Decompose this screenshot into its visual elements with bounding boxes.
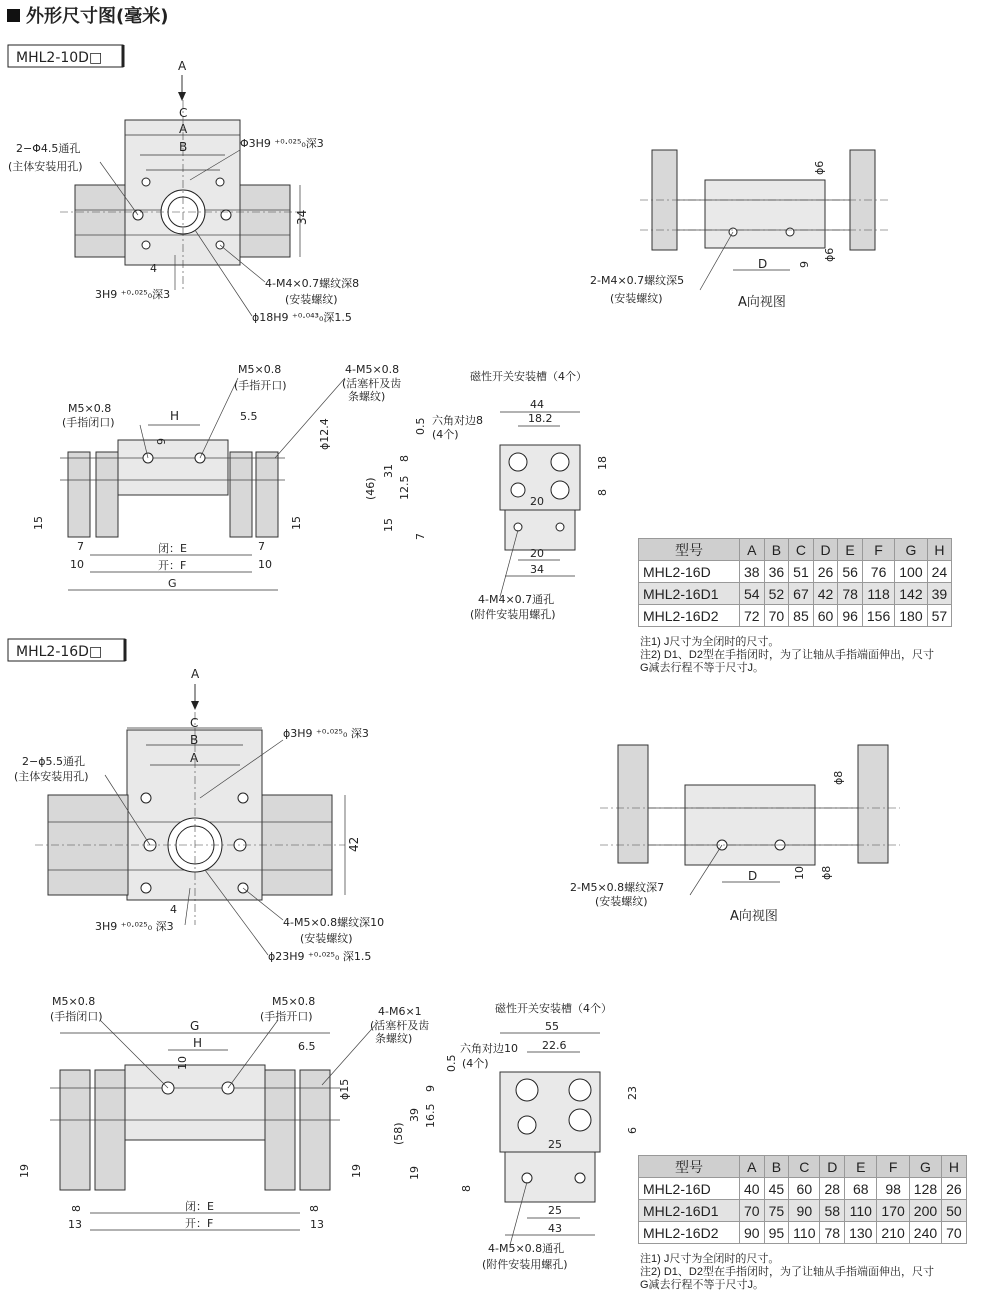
dim-label: 10 (70, 558, 84, 571)
table-cell: 51 (789, 561, 814, 583)
table-cell: MHL2-16D2 (639, 1222, 740, 1244)
table-cell: 42 (813, 583, 838, 605)
table-cell: 57 (927, 605, 952, 627)
dim-label: 22.6 (542, 1039, 567, 1052)
dim-label: 10 (793, 866, 806, 880)
table-cell: 130 (845, 1222, 877, 1244)
callout-label: 4-M5×0.8通孔 (488, 1242, 565, 1255)
callout-label: 2−ϕ5.5通孔 (22, 755, 85, 768)
callout-label: ϕ23H9 ⁺⁰·⁰²⁵₀ 深1.5 (268, 950, 372, 963)
table-cell: 60 (813, 605, 838, 627)
dim-label: ϕ8 (832, 770, 845, 785)
dim-label: 4 (170, 903, 177, 916)
table-cell: 60 (789, 1178, 820, 1200)
table-row (639, 561, 952, 583)
dimension-table-2 (638, 1155, 967, 1244)
dim-label: 9 (155, 438, 168, 445)
note-line: 注2) D1、D2型在手指闭时，为了让轴从手指端面伸出，尺寸 (640, 649, 934, 661)
dim-label: 42 (347, 836, 361, 852)
table-notes (640, 636, 934, 675)
table-cell: 28 (820, 1178, 845, 1200)
table-cell: 26 (942, 1178, 967, 1200)
table-row (639, 1178, 967, 1200)
dim-label: C (190, 716, 199, 730)
model-tag: MHL2-10D□ (16, 50, 103, 66)
callout-label: M5×0.8 (68, 402, 112, 415)
dim-label: 44 (530, 398, 544, 411)
dim-label: 6 (626, 1127, 639, 1134)
table-cell: 70 (740, 1200, 765, 1222)
table-cell: 26 (813, 561, 838, 583)
callout-label: (主体安装用孔) (8, 160, 83, 173)
dim-label: 19 (350, 1164, 363, 1178)
table-row (639, 1200, 967, 1222)
view-caption: A向视图 (738, 295, 786, 310)
view-arrow-label: A (178, 59, 187, 73)
callout-label: (附件安装用螺孔) (470, 608, 556, 621)
table-header: E (845, 1156, 877, 1178)
callout-label: 4-M6×1 (378, 1005, 422, 1018)
callout-label: (活塞杆及齿 (370, 1019, 430, 1032)
view-caption: A向视图 (730, 909, 778, 924)
dim-label: 39 (408, 1108, 421, 1122)
section-mhl2-10d (8, 45, 890, 621)
dim-label: 8 (460, 1185, 473, 1192)
callout-label: 4-M4×0.7螺纹深8 (265, 277, 360, 290)
table-cell: 78 (820, 1222, 845, 1244)
side-view-a (590, 150, 890, 310)
table-header: H (942, 1156, 967, 1178)
callout-label: (手指开口) (260, 1010, 313, 1023)
table-cell: 200 (909, 1200, 941, 1222)
dim-label: 8 (70, 1205, 83, 1212)
table-header: G (909, 1156, 941, 1178)
dim-label: 34 (295, 209, 309, 225)
table-cell: MHL2-16D2 (639, 605, 740, 627)
callout-label: (安装螺纹) (285, 293, 338, 306)
dim-label: 16.5 (424, 1103, 437, 1128)
dim-label: 31 (382, 464, 395, 478)
dim-label: 13 (310, 1218, 324, 1231)
dim-label: ϕ6 (813, 160, 826, 175)
table-cell: 128 (909, 1178, 941, 1200)
note-line: 注2) D1、D2型在手指闭时，为了让轴从手指端面伸出，尺寸 (640, 1266, 934, 1278)
callout-label: M5×0.8 (238, 363, 282, 376)
table-cell: MHL2-16D (639, 1178, 740, 1200)
page-title: 外形尺寸图(毫米) (26, 6, 169, 27)
callout-label: 六角对边8 (432, 414, 483, 427)
table-cell: 39 (927, 583, 952, 605)
callout-label: 2-M4×0.7螺纹深5 (590, 274, 685, 287)
callout-label: 2−Φ4.5通孔 (16, 142, 81, 155)
table-cell: 70 (764, 605, 789, 627)
table-header-row (639, 539, 952, 561)
dim-label: B (190, 733, 199, 747)
table-header: B (764, 1156, 789, 1178)
table-cell: 210 (877, 1222, 909, 1244)
callout-label: (手指闭口) (62, 416, 115, 429)
dim-label: 8 (398, 455, 411, 462)
dim-label: 开：F (185, 1217, 214, 1230)
table-cell: 78 (838, 583, 863, 605)
callout-label: (4个) (432, 428, 459, 441)
table-cell: 118 (862, 583, 894, 605)
dim-label: 开：F (158, 559, 187, 572)
dim-label: 20 (530, 547, 544, 560)
dim-label: 43 (548, 1222, 562, 1235)
dim-label: 闭：E (158, 542, 187, 555)
title-bullet-icon (7, 9, 20, 22)
table-cell: MHL2-16D1 (639, 1200, 740, 1222)
dim-label: 4 (150, 262, 157, 275)
table-cell: 45 (764, 1178, 789, 1200)
dim-label: 9 (798, 261, 811, 268)
dim-label: 0.5 (445, 1054, 458, 1072)
table-header: A (740, 1156, 765, 1178)
table-cell: 90 (789, 1200, 820, 1222)
table-header: B (764, 539, 789, 561)
dim-label: H (170, 409, 180, 423)
dim-label: C (179, 106, 188, 120)
callout-label: (4个) (462, 1057, 489, 1070)
dim-label: 15 (382, 518, 395, 532)
table-cell: 68 (845, 1178, 877, 1200)
table-cell: 170 (877, 1200, 909, 1222)
callout-label: (附件安装用螺孔) (482, 1258, 568, 1271)
callout-label: ϕ3H9 ⁺⁰·⁰²⁵₀ 深3 (283, 727, 369, 740)
dim-label: 15 (290, 516, 303, 530)
dim-label: 18 (596, 456, 609, 470)
table-cell: 70 (942, 1222, 967, 1244)
side-view-a (570, 745, 900, 924)
table-cell: 40 (740, 1178, 765, 1200)
dim-label: 7 (414, 533, 427, 540)
dim-label: 13 (68, 1218, 82, 1231)
table-cell: 98 (877, 1178, 909, 1200)
dim-label: 0.5 (414, 417, 427, 435)
dim-label: 19 (18, 1164, 31, 1178)
dim-label: D (758, 257, 768, 271)
callout-label: 磁性开关安装槽（4个） (495, 1002, 612, 1015)
table-header: 型号 (639, 539, 740, 561)
table-cell: 156 (862, 605, 894, 627)
callout-label: (手指闭口) (50, 1010, 103, 1023)
dim-label: 8 (308, 1205, 321, 1212)
dim-label: H (193, 1036, 203, 1050)
callout-label: 3H9 ⁺⁰·⁰²⁵₀深3 (95, 288, 171, 301)
dim-label: 6.5 (298, 1040, 316, 1053)
table-cell: 100 (895, 561, 927, 583)
table-cell: 24 (927, 561, 952, 583)
note-line: 注1) J尺寸为全闭时的尺寸。 (640, 1253, 780, 1265)
callout-label: 4-M4×0.7通孔 (478, 593, 555, 606)
table-cell: MHL2-16D1 (639, 583, 740, 605)
dim-label: (46) (364, 477, 377, 500)
dim-label: 7 (77, 540, 84, 553)
table-header: E (838, 539, 863, 561)
callout-label: (安装螺纹) (610, 292, 663, 305)
dim-label: 7 (258, 540, 265, 553)
table-cell: 58 (820, 1200, 845, 1222)
callout-label: M5×0.8 (272, 995, 316, 1008)
table-header: C (789, 539, 814, 561)
callout-label: 条螺纹) (348, 390, 386, 403)
dim-label: ϕ15 (338, 1078, 351, 1100)
table-cell: 90 (740, 1222, 765, 1244)
dim-label: 闭：E (185, 1200, 214, 1213)
dim-label: 10 (258, 558, 272, 571)
view-arrow-label: A (191, 667, 200, 681)
callout-label: 4-M5×0.8螺纹深10 (283, 916, 385, 929)
table-header: F (877, 1156, 909, 1178)
note-line: 注1) J尺寸为全闭时的尺寸。 (640, 636, 780, 648)
dim-label: 19 (408, 1166, 421, 1180)
table-cell: 142 (895, 583, 927, 605)
callout-label: (主体安装用孔) (14, 770, 89, 783)
table-header: C (789, 1156, 820, 1178)
table-row (639, 1222, 967, 1244)
dim-label: 18.2 (528, 412, 553, 425)
callout-label: 2-M5×0.8螺纹深7 (570, 881, 665, 894)
dim-label: 15 (32, 516, 45, 530)
table-cell: 180 (895, 605, 927, 627)
table-row (639, 583, 952, 605)
callout-label: 条螺纹) (375, 1032, 413, 1045)
table-cell: 85 (789, 605, 814, 627)
dim-label: 10 (176, 1056, 189, 1070)
callout-label: M5×0.8 (52, 995, 96, 1008)
callout-label: ϕ18H9 ⁺⁰·⁰⁴³₀深1.5 (252, 311, 352, 324)
top-view (8, 59, 359, 324)
table-cell: 38 (740, 561, 765, 583)
table-cell: 110 (789, 1222, 820, 1244)
callout-label: Φ3H9 ⁺⁰·⁰²⁵₀深3 (240, 137, 324, 150)
table-cell: 110 (845, 1200, 877, 1222)
dim-label: 12.5 (398, 475, 411, 500)
table-cell: 72 (740, 605, 765, 627)
callout-label: (安装螺纹) (300, 932, 353, 945)
table-header: D (820, 1156, 845, 1178)
dim-label: 20 (530, 495, 544, 508)
dim-label: G (190, 1019, 200, 1033)
table-cell: 95 (764, 1222, 789, 1244)
table-row (639, 605, 952, 627)
dimension-table-1 (638, 538, 952, 627)
top-view (14, 667, 384, 963)
dim-label: 34 (530, 563, 544, 576)
dim-label: D (748, 869, 758, 883)
dim-label: 23 (626, 1086, 639, 1100)
end-view (392, 1001, 639, 1271)
note-line: G减去行程不等于尺寸J。 (640, 1279, 765, 1291)
table-cell: 67 (789, 583, 814, 605)
table-header: A (740, 539, 765, 561)
table-cell: 56 (838, 561, 863, 583)
table-cell: 50 (942, 1200, 967, 1222)
table-header: 型号 (639, 1156, 740, 1178)
callout-label: (活塞杆及齿 (342, 377, 402, 390)
table-cell: 96 (838, 605, 863, 627)
end-view (364, 369, 609, 621)
table-cell: 76 (862, 561, 894, 583)
table-cell: 52 (764, 583, 789, 605)
dim-label: 55 (545, 1020, 559, 1033)
table-header: F (862, 539, 894, 561)
callout-label: 六角对边10 (460, 1042, 518, 1055)
dim-label: ϕ12.4 (318, 418, 331, 450)
callout-label: 3H9 ⁺⁰·⁰²⁵₀ 深3 (95, 920, 174, 933)
callout-label: 4-M5×0.8 (345, 363, 400, 376)
table-cell: 54 (740, 583, 765, 605)
dim-label: ϕ8 (820, 865, 833, 880)
dim-label: (58) (392, 1122, 405, 1145)
dim-label: 25 (548, 1138, 562, 1151)
table-cell: MHL2-16D (639, 561, 740, 583)
dim-label: 9 (424, 1085, 437, 1092)
table-cell: 240 (909, 1222, 941, 1244)
model-tag: MHL2-16D□ (16, 644, 103, 660)
dim-label: 8 (596, 489, 609, 496)
table-cell: 36 (764, 561, 789, 583)
dim-label: 5.5 (240, 410, 258, 423)
callout-label: (手指开口) (234, 379, 287, 392)
table-header-row (639, 1156, 967, 1178)
dim-label: B (179, 140, 188, 154)
dim-label: A (190, 751, 199, 765)
callout-label: 磁性开关安装槽（4个） (470, 370, 587, 383)
dim-label: ϕ6 (823, 247, 836, 262)
callout-label: (安装螺纹) (595, 895, 648, 908)
dim-label: G (168, 577, 177, 590)
note-line: G减去行程不等于尺寸J。 (640, 662, 765, 674)
table-cell: 75 (764, 1200, 789, 1222)
table-header: G (895, 539, 927, 561)
table-notes (640, 1253, 934, 1292)
table-header: D (813, 539, 838, 561)
front-view (32, 363, 401, 590)
table-header: H (927, 539, 952, 561)
dim-label: A (179, 122, 188, 136)
front-view (18, 995, 429, 1231)
dim-label: 25 (548, 1204, 562, 1217)
